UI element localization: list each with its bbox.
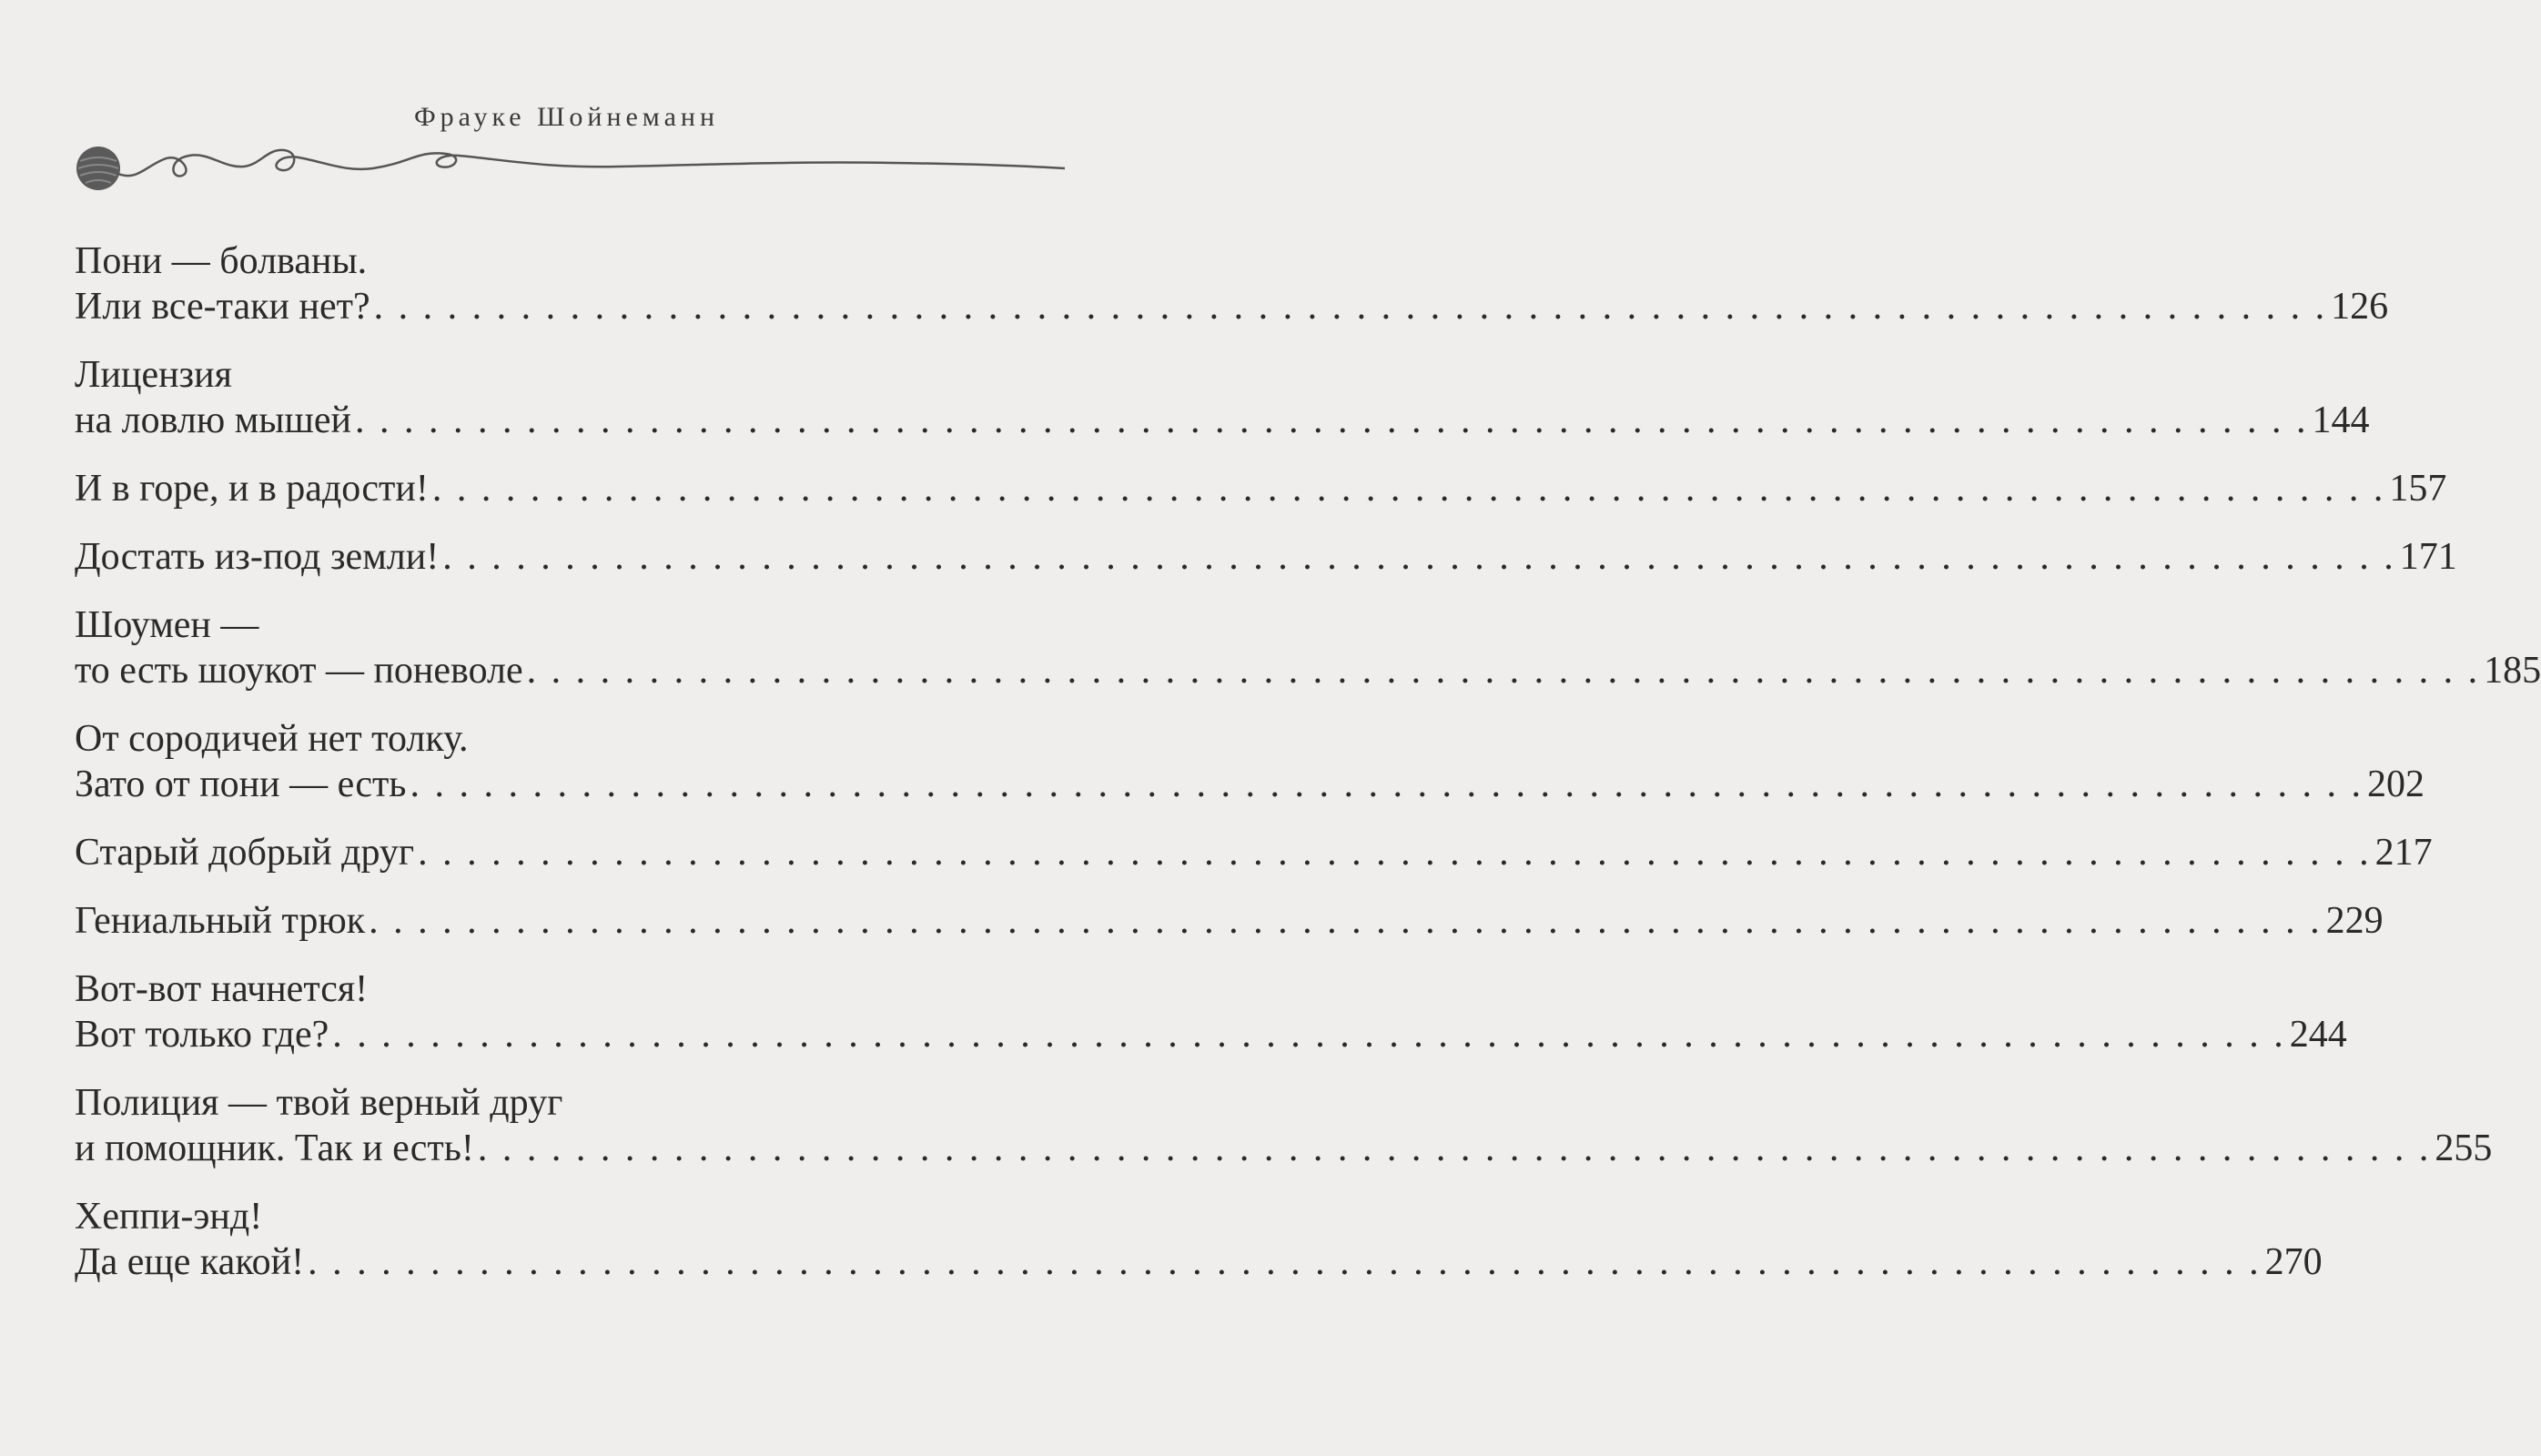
toc-entry-last-line: [75, 830, 2433, 875]
dot-leader: . . . . . . . . . . . . . . . . . . . . . . . . . . . . . . . . . . . . . . . . . . . . . . . . . . . . . . . . . . . . . . . . . . . . . . . . . . . . . . . .: [354, 399, 2309, 441]
dot-leader: . . . . . . . . . . . . . . . . . . . . . . . . . . . . . . . . . . . . . . . . . . . . . . . . . . . . . . . . . . . . . . . . . . . . . . . . . . . . . . . .: [442, 536, 2396, 578]
dot-leader: . . . . . . . . . . . . . . . . . . . . . . . . . . . . . . . . . . . . . . . . . . . . . . . . . . . . . . . . . . . . . . . . . . . . . . . . . . . . . . . .: [373, 286, 2328, 328]
page-number: 185: [2484, 650, 2541, 692]
yarn-ball-icon: [76, 147, 120, 190]
toc-entry-last-line: [75, 1239, 2323, 1285]
toc-entry-title-line: От сородичей нет толку.: [75, 718, 469, 760]
toc-entry: [75, 602, 2541, 693]
toc-entry-last-line: [75, 898, 2384, 944]
page-number: 202: [2366, 763, 2425, 805]
toc-entry-title-line: Старый добрый друг: [75, 832, 415, 874]
toc-entry: [75, 534, 2457, 580]
toc-entry-title-line: Шоумен —: [75, 604, 259, 646]
toc-entry: [75, 898, 2384, 944]
toc-entry-last-line: [75, 398, 2370, 443]
toc-entry-title-line: Полиция — твой верный друг: [75, 1082, 563, 1124]
page-number: 144: [2312, 399, 2370, 441]
toc-entry-title-line: Достать из-под земли!: [75, 536, 440, 578]
toc-entry-title-line: Вот-вот начнется!: [75, 968, 369, 1010]
page-number: 244: [2289, 1014, 2347, 1056]
toc-entry: [75, 716, 2425, 807]
toc-entry-title-line: Да еще какой!: [75, 1241, 305, 1283]
toc-entry: [75, 352, 2370, 443]
toc-entry-last-line: [75, 648, 2541, 693]
dot-leader: . . . . . . . . . . . . . . . . . . . . . . . . . . . . . . . . . . . . . . . . . . . . . . . . . . . . . . . . . . . . . . . . . . . . . . . . . . . . . . . .: [410, 763, 2364, 805]
dot-leader: . . . . . . . . . . . . . . . . . . . . . . . . . . . . . . . . . . . . . . . . . . . . . . . . . . . . . . . . . . . . . . . . . . . . . . . . . . . . . . . .: [369, 900, 2323, 942]
toc-entry-title-line: Пони — болваны.: [75, 240, 368, 282]
toc-entry: [75, 238, 2389, 329]
toc-entry-last-line: [75, 534, 2457, 580]
toc-entry-title-line: И в горе, и в радости!: [75, 468, 429, 510]
toc-entry-title-line: Зато от пони — есть: [75, 763, 407, 805]
page-number: 126: [2331, 286, 2389, 328]
page-number: 157: [2389, 468, 2447, 510]
toc-entry: [75, 830, 2433, 875]
dot-leader: . . . . . . . . . . . . . . . . . . . . . . . . . . . . . . . . . . . . . . . . . . . . . . . . . . . . . . . . . . . . . . . . . . . . . . . . . . . . . . . .: [431, 468, 2386, 510]
dot-leader: . . . . . . . . . . . . . . . . . . . . . . . . . . . . . . . . . . . . . . . . . . . . . . . . . . . . . . . . . . . . . . . . . . . . . . . . . . . . . . . .: [526, 650, 2481, 692]
toc-entry-title-line: Лицензия: [75, 354, 232, 396]
page-number: 171: [2399, 536, 2457, 578]
page-number: 270: [2264, 1241, 2323, 1283]
toc-entry: [75, 466, 2447, 511]
toc-entry: [75, 1194, 2323, 1285]
toc-entry-title-line: Гениальный трюк: [75, 900, 366, 942]
dot-leader: . . . . . . . . . . . . . . . . . . . . . . . . . . . . . . . . . . . . . . . . . . . . . . . . . . . . . . . . . . . . . . . . . . . . . . . . . . . . . . . .: [477, 1127, 2432, 1169]
toc-entry-title-line: Хеппи-энд!: [75, 1196, 263, 1238]
page-number: 255: [2435, 1127, 2493, 1169]
yarn-thread: [118, 150, 1065, 177]
toc-entry-last-line: [75, 1012, 2347, 1057]
page-number: 217: [2374, 832, 2433, 874]
dot-leader: . . . . . . . . . . . . . . . . . . . . . . . . . . . . . . . . . . . . . . . . . . . . . . . . . . . . . . . . . . . . . . . . . . . . . . . . . . . . . . . .: [332, 1014, 2286, 1056]
toc-entry-title-line: то есть шоукот — поневоле: [75, 650, 523, 692]
toc-entry-title-line: на ловлю мышей: [75, 399, 351, 441]
toc-entry-title-line: и помощник. Так и есть!: [75, 1127, 474, 1169]
toc-entry-title-line: Вот только где?: [75, 1014, 329, 1056]
toc-entry-last-line: [75, 762, 2425, 807]
toc-entry-last-line: [75, 1126, 2493, 1171]
toc-entry-last-line: [75, 466, 2447, 511]
toc-entry-last-line: [75, 284, 2389, 329]
dot-leader: . . . . . . . . . . . . . . . . . . . . . . . . . . . . . . . . . . . . . . . . . . . . . . . . . . . . . . . . . . . . . . . . . . . . . . . . . . . . . . . .: [418, 832, 2372, 874]
toc-entry-title-line: Или все-таки нет?: [75, 286, 370, 328]
toc-entry: [75, 1080, 2493, 1171]
dot-leader: . . . . . . . . . . . . . . . . . . . . . . . . . . . . . . . . . . . . . . . . . . . . . . . . . . . . . . . . . . . . . . . . . . . . . . . . . . . . . . . .: [308, 1241, 2262, 1283]
page-number: 229: [2325, 900, 2384, 942]
running-header-author: Фрауке Шойнеманн: [413, 102, 720, 132]
table-of-contents: [75, 238, 2541, 1308]
yarn-ball-ornament: [73, 141, 1092, 205]
toc-entry: [75, 966, 2347, 1057]
